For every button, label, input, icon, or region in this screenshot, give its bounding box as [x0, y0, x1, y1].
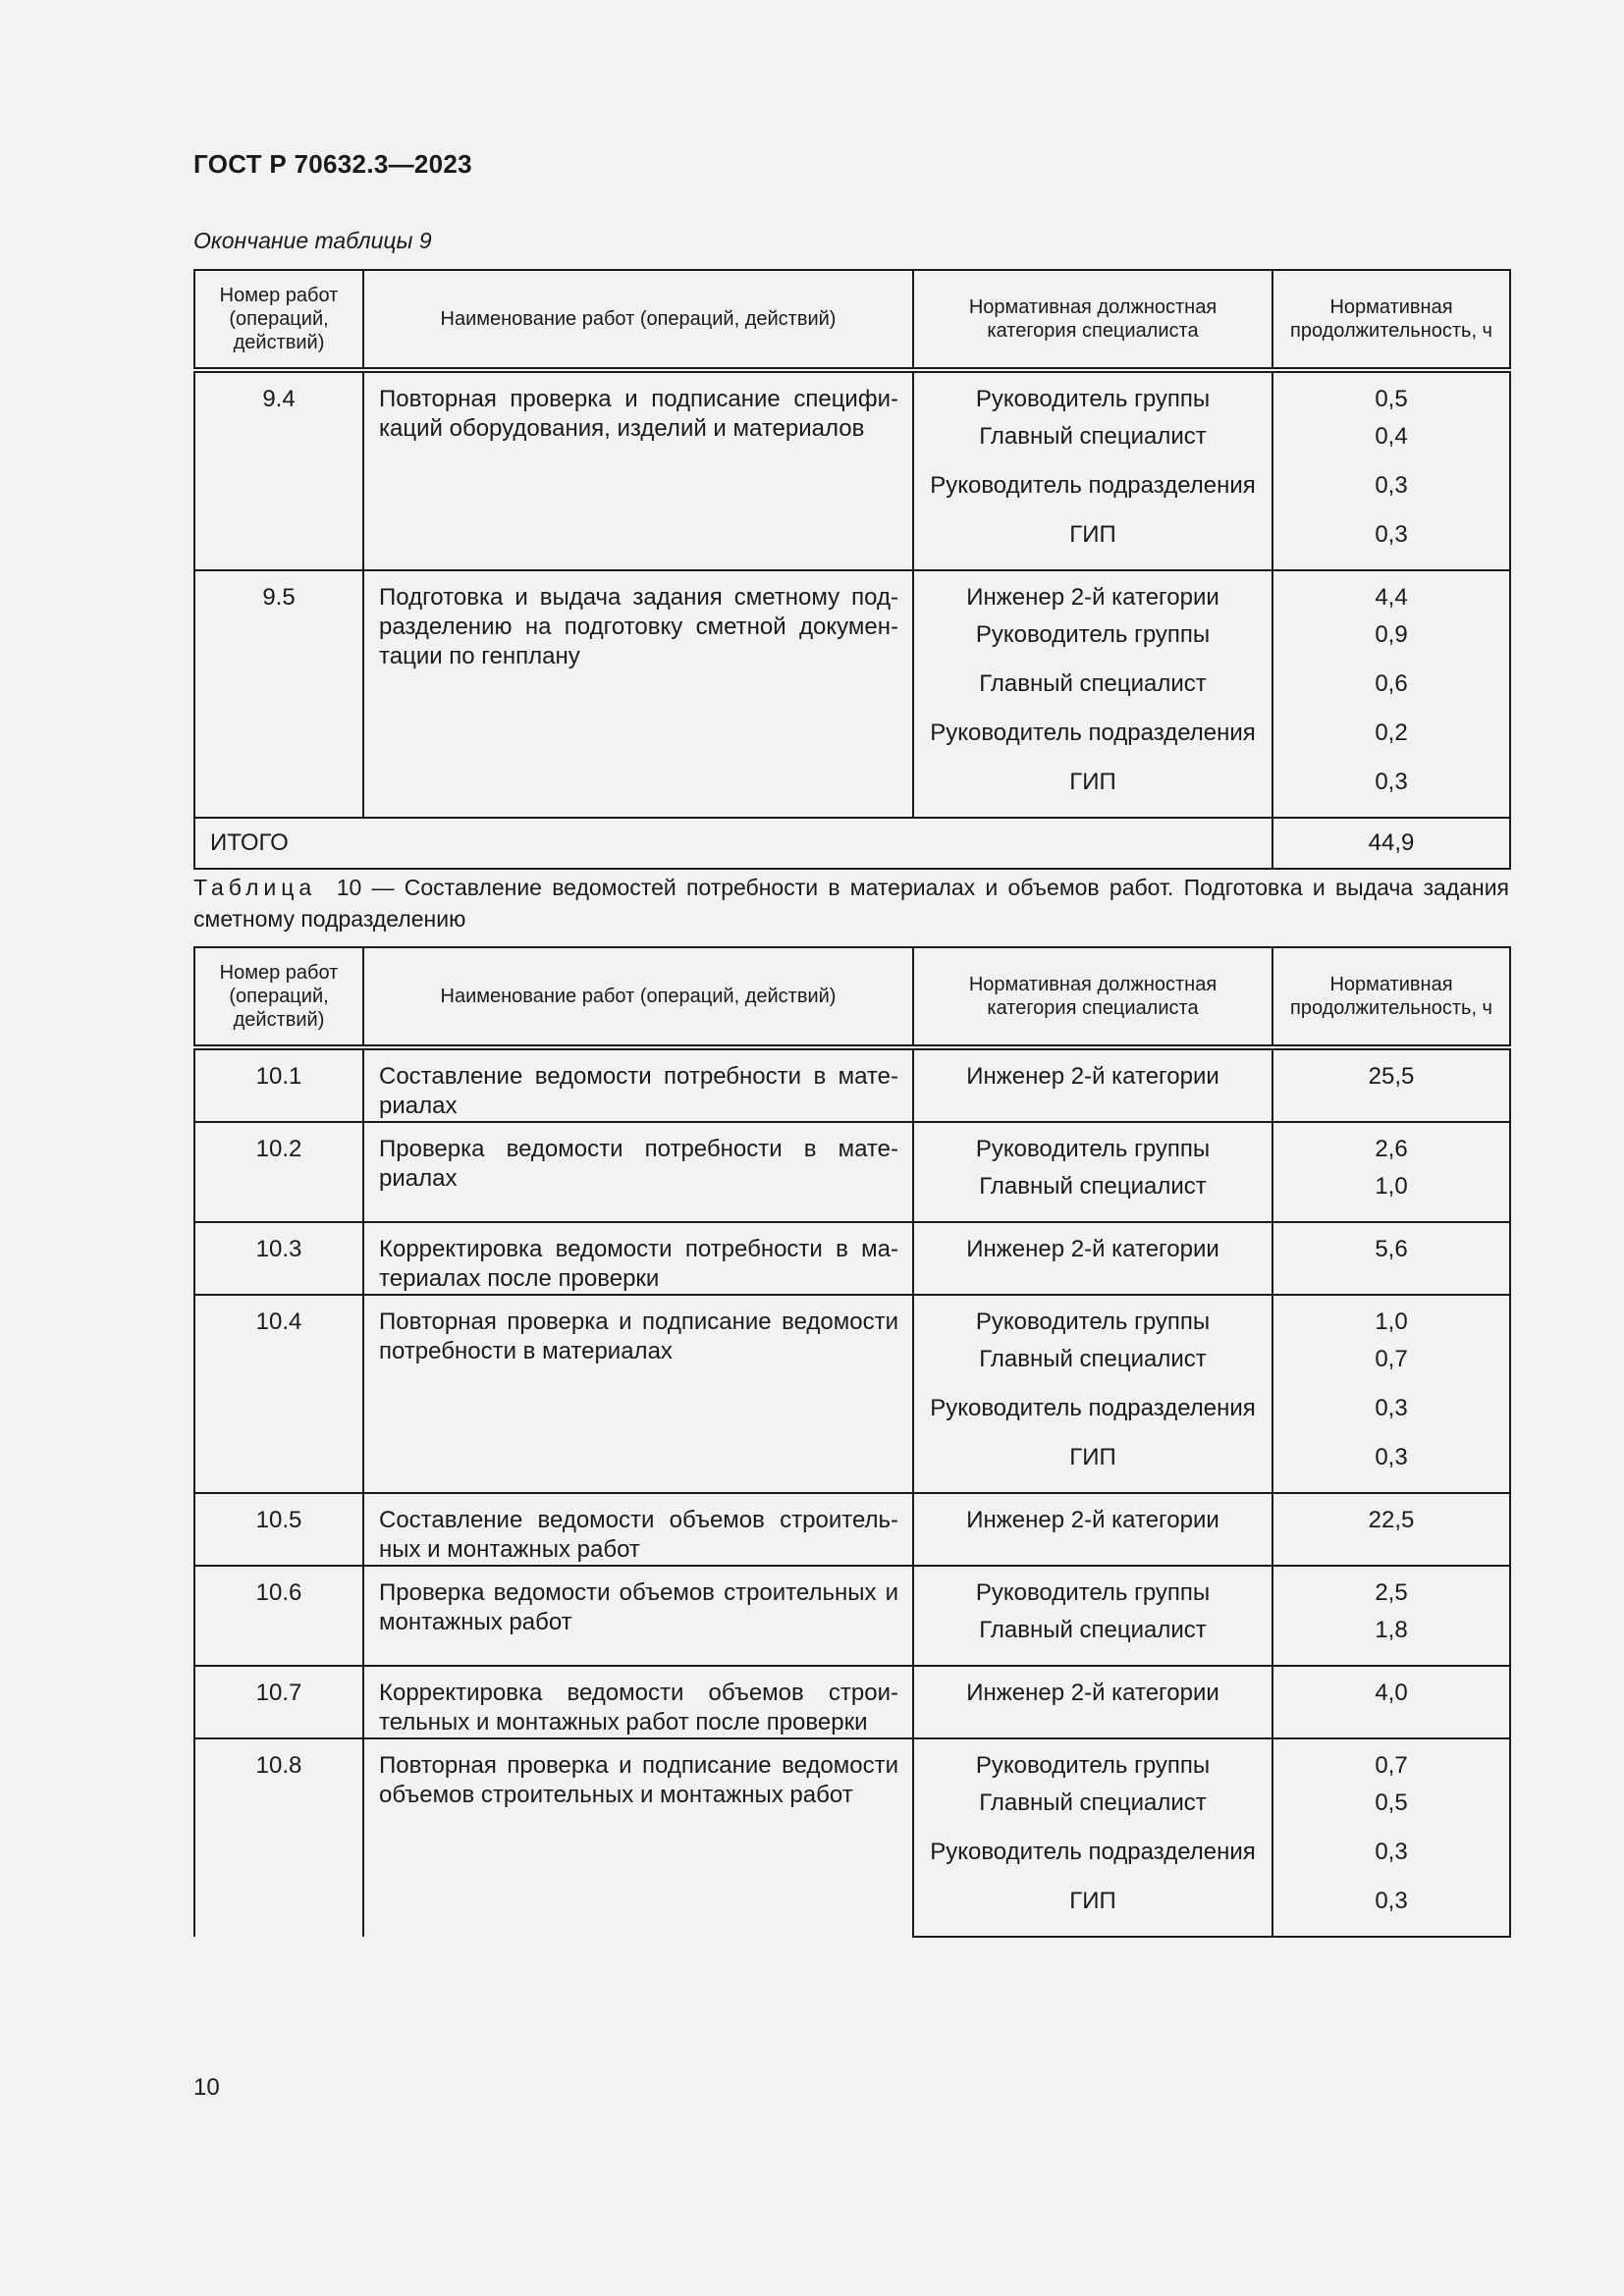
table10-header-row: [194, 947, 1510, 1047]
duration-hours: 4,4: [1272, 570, 1510, 620]
work-name: Составление ведомости объемов строительных и монтажных работ: [363, 1493, 913, 1566]
table9-continuation-caption: Окончание таблицы 9: [193, 228, 432, 253]
total-value: 44,9: [1272, 818, 1510, 869]
work-number: 9.5: [194, 570, 363, 818]
col-header-number: Номер работ (операций, действий): [194, 947, 363, 1047]
specialist-category: ГИП: [913, 768, 1272, 818]
table-row: [194, 1666, 1510, 1738]
table-row: [194, 570, 1510, 620]
duration-hours: 2,5: [1272, 1566, 1510, 1616]
col-header-category: Нормативная должностная категория специалиста: [913, 947, 1272, 1047]
specialist-category: Руководитель группы: [913, 1738, 1272, 1789]
table10-caption: [193, 872, 1509, 934]
specialist-category: Главный специалист: [913, 1172, 1272, 1222]
work-number: 10.7: [194, 1666, 363, 1738]
work-number: 10.1: [194, 1047, 363, 1122]
table10: [193, 946, 1511, 1938]
specialist-category: Инженер 2-й категории: [913, 570, 1272, 620]
document-code: ГОСТ Р 70632.3—2023: [193, 149, 472, 179]
total-label: ИТОГО: [194, 818, 1272, 869]
duration-hours: 0,2: [1272, 719, 1510, 768]
table9-body: [194, 370, 1510, 818]
table9: [193, 269, 1511, 870]
specialist-category: Руководитель группы: [913, 1566, 1272, 1616]
specialist-category: Руководитель группы: [913, 1122, 1272, 1172]
duration-hours: 25,5: [1272, 1047, 1510, 1122]
work-number: 9.4: [194, 370, 363, 570]
duration-hours: 1,8: [1272, 1616, 1510, 1666]
specialist-category: Руководитель группы: [913, 1295, 1272, 1345]
table9-header-row: [194, 270, 1510, 370]
specialist-category: Руководитель подразделения: [913, 471, 1272, 520]
duration-hours: 1,0: [1272, 1172, 1510, 1222]
work-name: Повторная проверка и подписание спецификаций оборудования, изделий и материалов: [363, 370, 913, 570]
specialist-category: Главный специалист: [913, 422, 1272, 471]
duration-hours: 0,3: [1272, 1443, 1510, 1493]
table10-body: [194, 1047, 1510, 1937]
duration-hours: 0,3: [1272, 520, 1510, 570]
specialist-category: ГИП: [913, 1887, 1272, 1937]
duration-hours: 0,3: [1272, 471, 1510, 520]
duration-hours: 2,6: [1272, 1122, 1510, 1172]
work-name: Проверка ведомости потребности в материалах: [363, 1122, 913, 1222]
work-name: Повторная проверка и подписание ведомости потребности в материалах: [363, 1295, 913, 1493]
work-name: Составление ведомости потребности в материалах: [363, 1047, 913, 1122]
work-number: 10.6: [194, 1566, 363, 1666]
duration-hours: 0,3: [1272, 1394, 1510, 1443]
table-row: [194, 1222, 1510, 1295]
work-name: Проверка ведомости объемов строительных и монтажных работ: [363, 1566, 913, 1666]
work-number: 10.8: [194, 1738, 363, 1937]
duration-hours: 0,5: [1272, 370, 1510, 422]
table10-caption-label: Таблица: [193, 875, 317, 900]
specialist-category: Руководитель группы: [913, 370, 1272, 422]
specialist-category: Главный специалист: [913, 1789, 1272, 1838]
table9-total-row: [194, 818, 1510, 869]
duration-hours: 0,3: [1272, 1887, 1510, 1937]
table-row: [194, 1566, 1510, 1616]
table-row: [194, 370, 1510, 422]
table10-caption-text: 10 — Составление ведомостей потребности в материалах и объемов работ. Подготовка и выдача задания сметному подразделению: [193, 875, 1509, 932]
work-name: Корректировка ведомости потребности в материалах после проверки: [363, 1222, 913, 1295]
duration-hours: 0,9: [1272, 620, 1510, 669]
table-row: [194, 1738, 1510, 1789]
specialist-category: Инженер 2-й категории: [913, 1047, 1272, 1122]
duration-hours: 0,3: [1272, 768, 1510, 818]
duration-hours: 22,5: [1272, 1493, 1510, 1566]
specialist-category: Руководитель подразделения: [913, 1394, 1272, 1443]
specialist-category: Главный специалист: [913, 1616, 1272, 1666]
specialist-category: Главный специалист: [913, 669, 1272, 719]
specialist-category: Главный специалист: [913, 1345, 1272, 1394]
col-header-name: Наименование работ (операций, действий): [363, 270, 913, 370]
work-number: 10.4: [194, 1295, 363, 1493]
table-row: [194, 1295, 1510, 1345]
table-row: [194, 1122, 1510, 1172]
col-header-duration: Нормативная продолжительность, ч: [1272, 947, 1510, 1047]
duration-hours: 0,6: [1272, 669, 1510, 719]
work-name: Корректировка ведомости объемов строительных и монтажных работ после проверки: [363, 1666, 913, 1738]
table-row: [194, 1047, 1510, 1122]
work-name: Повторная проверка и подписание ведомости объемов строительных и монтажных работ: [363, 1738, 913, 1937]
duration-hours: 0,4: [1272, 422, 1510, 471]
specialist-category: Руководитель подразделения: [913, 1838, 1272, 1887]
col-header-duration: Нормативная продолжительность, ч: [1272, 270, 1510, 370]
duration-hours: 0,7: [1272, 1345, 1510, 1394]
duration-hours: 0,3: [1272, 1838, 1510, 1887]
specialist-category: Инженер 2-й категории: [913, 1222, 1272, 1295]
specialist-category: Руководитель группы: [913, 620, 1272, 669]
specialist-category: Инженер 2-й категории: [913, 1666, 1272, 1738]
duration-hours: 5,6: [1272, 1222, 1510, 1295]
page-number: 10: [193, 2074, 220, 2101]
col-header-number: Номер работ (операций, действий): [194, 270, 363, 370]
table-row: [194, 1493, 1510, 1566]
duration-hours: 4,0: [1272, 1666, 1510, 1738]
col-header-category: Нормативная должностная категория специалиста: [913, 270, 1272, 370]
work-number: 10.5: [194, 1493, 363, 1566]
specialist-category: Инженер 2-й категории: [913, 1493, 1272, 1566]
specialist-category: Руководитель подразделения: [913, 719, 1272, 768]
duration-hours: 1,0: [1272, 1295, 1510, 1345]
work-number: 10.3: [194, 1222, 363, 1295]
work-number: 10.2: [194, 1122, 363, 1222]
specialist-category: ГИП: [913, 520, 1272, 570]
col-header-name: Наименование работ (операций, действий): [363, 947, 913, 1047]
specialist-category: ГИП: [913, 1443, 1272, 1493]
duration-hours: 0,5: [1272, 1789, 1510, 1838]
duration-hours: 0,7: [1272, 1738, 1510, 1789]
work-name: Подготовка и выдача задания сметному подразделению на подготовку сметной документации по генплану: [363, 570, 913, 818]
